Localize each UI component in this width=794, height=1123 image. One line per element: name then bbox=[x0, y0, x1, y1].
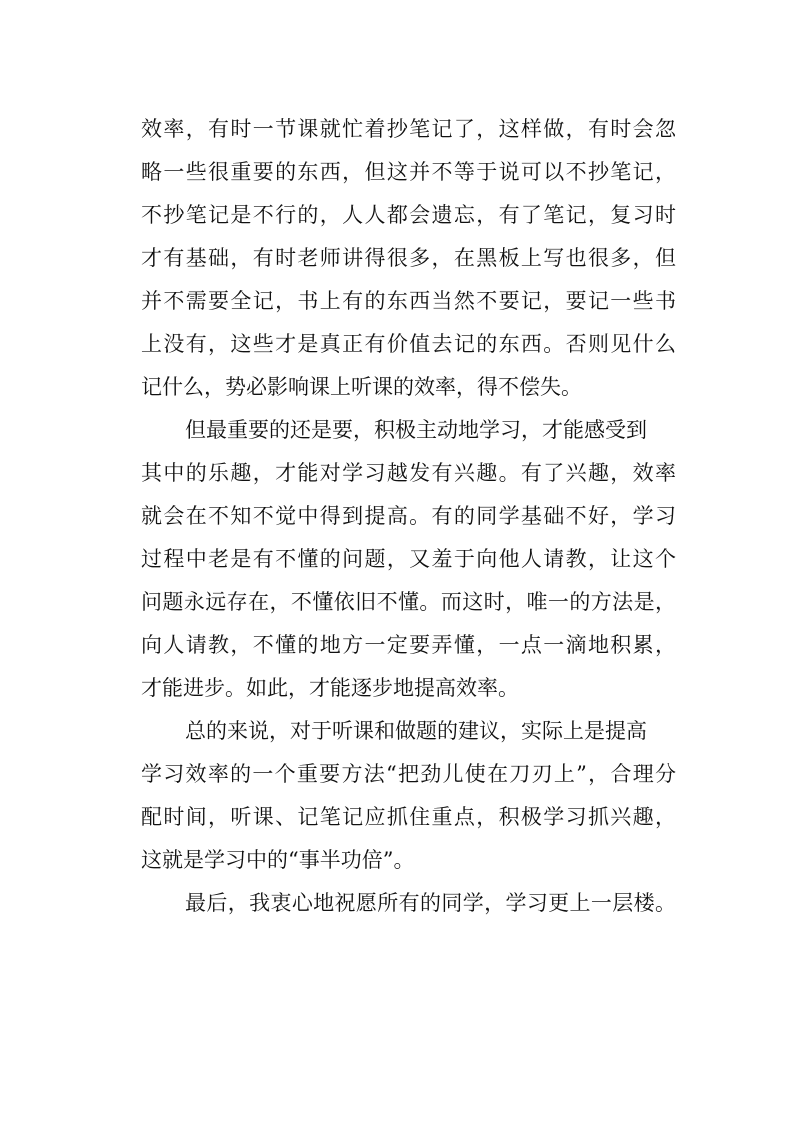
text-line: 效率，有时一节课就忙着抄笔记了，这样做，有时会忽 bbox=[141, 117, 678, 141]
text-line: 向人请教，不懂的地方一定要弄懂，一点一滴地积累， bbox=[141, 633, 678, 657]
text-line: 不抄笔记是不行的，人人都会遗忘，有了笔记，复习时 bbox=[141, 203, 678, 227]
text-line: 略一些很重要的东西，但这并不等于说可以不抄笔记， bbox=[141, 160, 678, 184]
text-line: 记什么，势必影响课上听课的效率，得不偿失。 bbox=[141, 375, 582, 399]
text-line: 并不需要全记，书上有的东西当然不要记，要记一些书 bbox=[141, 289, 678, 313]
text-line: 上没有，这些才是真正有价值去记的东西。否则见什么 bbox=[141, 332, 678, 356]
paragraph-first-line: 总的来说，对于听课和做题的建议，实际上是提高 bbox=[185, 719, 647, 743]
text-line: 就会在不知不觉中得到提高。有的同学基础不好，学习 bbox=[141, 504, 678, 528]
paragraph-first-line: 但最重要的还是要，积极主动地学习，才能感受到 bbox=[185, 418, 647, 442]
document-body bbox=[141, 108, 676, 925]
paragraph-first-line: 最后，我衷心地祝愿所有的同学，学习更上一层楼。 bbox=[185, 891, 677, 915]
text-line: 配时间，听课、记笔记应抓住重点，积极学习抓兴趣， bbox=[141, 805, 678, 829]
text-line: 这就是学习中的“事半功倍”。 bbox=[141, 848, 415, 872]
text-line: 才有基础，有时老师讲得很多，在黑板上写也很多，但 bbox=[141, 246, 678, 270]
text-line: 才能进步。如此，才能逐步地提高效率。 bbox=[141, 676, 519, 700]
text-line: 学习效率的一个重要方法“把劲儿使在刀刃上”，合理分 bbox=[141, 762, 678, 786]
text-line: 问题永远存在，不懂依旧不懂。而这时，唯一的方法是， bbox=[141, 590, 677, 614]
text-line: 其中的乐趣，才能对学习越发有兴趣。有了兴趣，效率 bbox=[141, 461, 678, 485]
text-line: 过程中老是有不懂的问题，又羞于向他人请教，让这个 bbox=[141, 547, 678, 571]
